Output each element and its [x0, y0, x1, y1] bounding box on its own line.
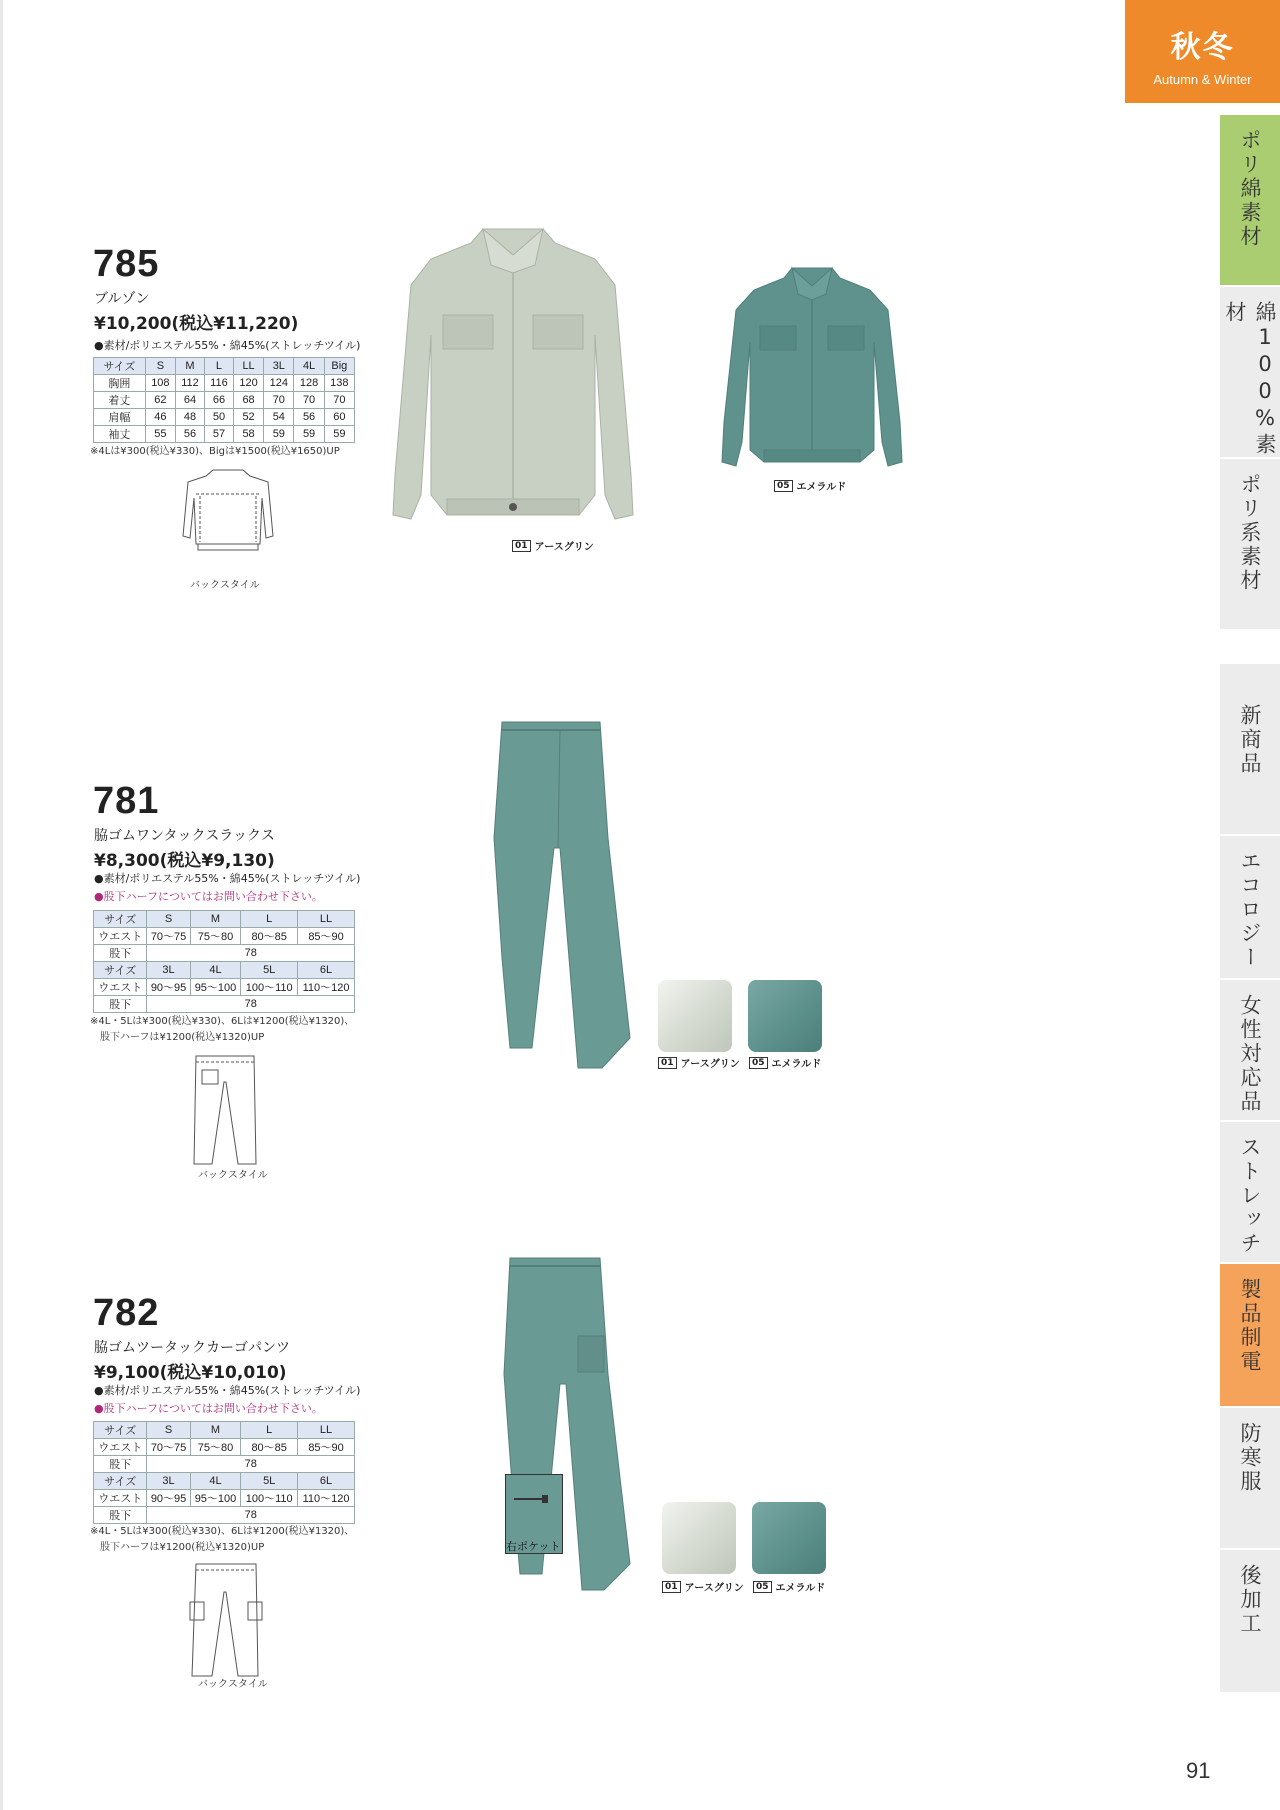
product-price: ¥9,100(税込¥10,010)	[94, 1363, 287, 1383]
table-row: 股下 78	[94, 996, 355, 1013]
product-note: ●股下ハーフについてはお問い合わせ下さい。	[94, 890, 323, 903]
back-style-cargo-drawing	[186, 1560, 266, 1678]
tab-ecology[interactable]: エコロジー	[1220, 836, 1280, 978]
table-row: ウエスト 90〜95 95〜100 100〜110 110〜120	[94, 1490, 355, 1507]
table-header-cell: L	[204, 358, 233, 375]
table-header-cell: 3L	[264, 358, 294, 375]
swatch-earth-green	[658, 980, 732, 1052]
product-material: ●素材/ポリエステル55%・綿45%(ストレッチツイル)	[94, 1384, 361, 1397]
product-footnote: ※4Lは¥300(税込¥330)、Bigは¥1500(税込¥1650)UP	[90, 446, 340, 457]
season-badge	[1125, 0, 1280, 103]
product-material: ●素材/ポリエステル55%・綿45%(ストレッチツイル)	[94, 339, 361, 352]
jacket-earth-green-image	[383, 215, 643, 555]
table-row: 股下 78	[94, 1507, 355, 1524]
back-style-caption: バックスタイル	[198, 1679, 268, 1690]
tab-poly[interactable]: ポリ系素材	[1220, 459, 1280, 629]
size-table: サイズ S M L LL ウエスト 70〜75 75〜80 80〜85 85〜90 股下 78 サイズ 3L 4L 5L 6L ウエスト 90〜95 95〜100 100〜110 110〜120 股下 78	[93, 1421, 355, 1524]
table-row: 股下 78	[94, 1456, 355, 1473]
product-code: 785	[93, 243, 160, 285]
back-style-jacket-drawing	[178, 466, 278, 572]
product-name: 脇ゴムツータックカーゴパンツ	[94, 1340, 290, 1356]
table-row: 股下 78	[94, 945, 355, 962]
product-price: ¥10,200(税込¥11,220)	[94, 314, 299, 334]
product-name: 脇ゴムワンタックスラックス	[94, 828, 275, 844]
swatch-emerald	[748, 980, 822, 1052]
size-table	[93, 357, 355, 443]
table-header-cell: 4L	[294, 358, 324, 375]
tab-poly-cotton[interactable]: ポリ綿素材	[1220, 115, 1280, 285]
color-label-earth-green: 01 アースグリン	[512, 538, 594, 553]
tab-cold-wear[interactable]: 防寒服	[1220, 1408, 1280, 1548]
table-row: 胸囲 108 112 116 120 124 128 138	[94, 375, 355, 392]
product-code: 781	[93, 780, 160, 822]
table-header-cell: Big	[324, 358, 354, 375]
tab-cotton-100[interactable]: 綿100%素材	[1220, 287, 1280, 457]
tab-stretch[interactable]: ストレッチ	[1220, 1122, 1280, 1262]
back-style-caption: バックスタイル	[198, 1170, 268, 1181]
color-label-earth-green: 01 アースグリン	[658, 1055, 740, 1070]
back-style-slacks-drawing	[190, 1052, 260, 1166]
table-row: ウエスト 70〜75 75〜80 80〜85 85〜90	[94, 1439, 355, 1456]
back-style-caption: バックスタイル	[190, 580, 260, 591]
product-footnote: ※4L・5Lは¥300(税込¥330)、6Lは¥1200(税込¥1320)、 股下ハーフは¥1200(税込¥1320)UP	[90, 1526, 355, 1553]
color-label-emerald: 05 エメラルド	[753, 1579, 825, 1594]
table-header-cell: S	[145, 358, 175, 375]
season-en: Autumn & Winter	[1153, 72, 1252, 87]
table-row: 袖丈 55 56 57 58 59 59 59	[94, 426, 355, 443]
page-edge	[0, 0, 3, 1810]
page-number: 91	[1186, 1758, 1211, 1783]
table-header-cell: M	[176, 358, 205, 375]
tab-antistatic[interactable]: 製品制電	[1220, 1264, 1280, 1406]
color-label-emerald: 05 エメラルド	[774, 478, 846, 493]
table-row: 肩幅 46 48 50 52 54 56 60	[94, 409, 355, 426]
product-note: ●股下ハーフについてはお問い合わせ下さい。	[94, 1402, 323, 1415]
jacket-emerald-image	[712, 262, 912, 482]
product-code: 782	[93, 1292, 160, 1334]
product-price: ¥8,300(税込¥9,130)	[94, 851, 275, 871]
swatch-emerald	[752, 1502, 826, 1574]
table-header-cell: LL	[233, 358, 263, 375]
tab-female[interactable]: 女性対応品	[1220, 980, 1280, 1120]
season-jp: 秋冬	[1170, 30, 1235, 65]
table-row: ウエスト 70〜75 75〜80 80〜85 85〜90	[94, 928, 355, 945]
product-name: ブルゾン	[94, 291, 150, 307]
product-material: ●素材/ポリエステル55%・綿45%(ストレッチツイル)	[94, 872, 361, 885]
product-footnote: ※4L・5Lは¥300(税込¥330)、6Lは¥1200(税込¥1320)、 股下ハーフは¥1200(税込¥1320)UP	[90, 1016, 355, 1043]
table-header-cell: サイズ	[94, 358, 146, 375]
tab-new-products[interactable]: 新商品	[1220, 664, 1280, 834]
pocket-caption: 右ポケット	[506, 1540, 561, 1553]
table-row: ウエスト 90〜95 95〜100 100〜110 110〜120	[94, 979, 355, 996]
size-table: サイズ S M L LL ウエスト 70〜75 75〜80 80〜85 85〜90 股下 78 サイズ 3L 4L 5L 6L ウエスト 90〜95 95〜100 100〜110 110〜120 股下 78	[93, 910, 355, 1013]
slacks-emerald-image	[490, 718, 640, 1070]
tab-post-processing[interactable]: 後加工	[1220, 1550, 1280, 1692]
table-row: 着丈 62 64 66 68 70 70 70	[94, 392, 355, 409]
swatch-earth-green	[662, 1502, 736, 1574]
color-label-emerald: 05 エメラルド	[749, 1055, 821, 1070]
color-label-earth-green: 01 アースグリン	[662, 1579, 744, 1594]
